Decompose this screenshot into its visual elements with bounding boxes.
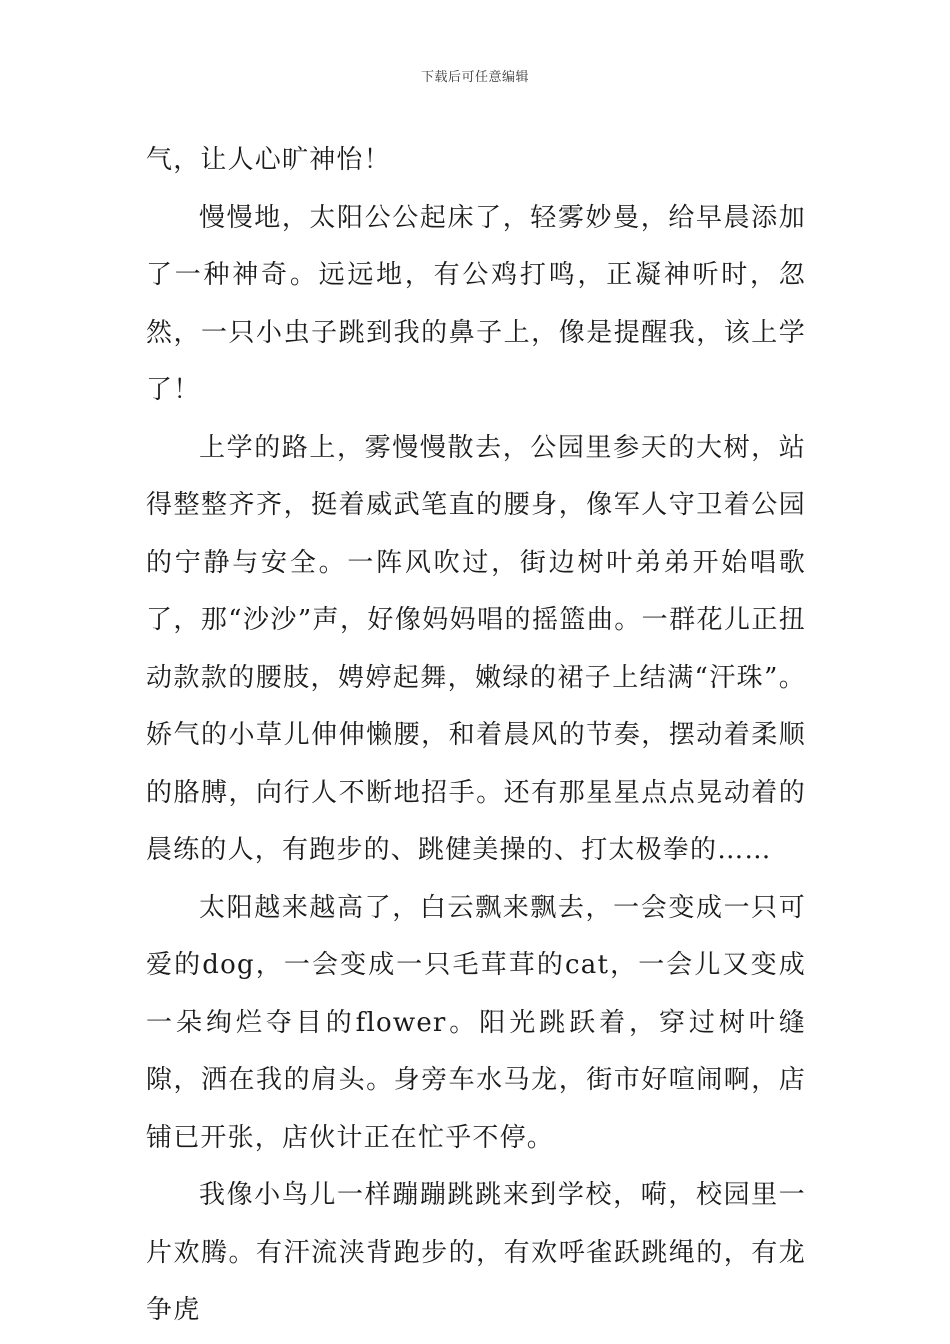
- paragraph-4: 太阳越来越高了，白云飘来飘去，一会变成一只可爱的dog，一会变成一只毛茸茸的cat，一会儿又变成一朵绚烂夺目的flower。阳光跳跃着，穿过树叶缝隙，洒在我的肩头。身旁车水马龙，街市好喧闹啊，店铺已开张，店伙计正在忙乎不停。: [146, 892, 806, 1153]
- paragraph-3: 上学的路上，雾慢慢散去，公园里参天的大树，站得整整齐齐，挺着威武笔直的腰身，像军人守卫着公园的宁静与安全。一阵风吹过，街边树叶弟弟开始唱歌了，那“沙沙”声，好像妈妈唱的摇篮曲。一群花儿正扭动款款的腰肢，娉婷起舞，嫩绿的裙子上结满“汗珠”。娇气的小草儿伸伸懒腰，和着晨风的节奏，摆动着柔顺的胳膊，向行人不断地招手。还有那星星点点晃动着的晨练的人，有跑步的、跳健美操的、打太极拳的……: [146, 432, 806, 865]
- paragraph-1: 气，让人心旷神怡！: [146, 145, 391, 175]
- page-header: 下载后可任意编辑: [420, 70, 529, 85]
- paragraph-5: 我像小鸟儿一样蹦蹦跳跳来到学校，嗬，校园里一片欢腾。有汗流浃背跑步的，有欢呼雀跃跳绳的，有龙争虎: [146, 1180, 806, 1325]
- paragraph-2: 慢慢地，太阳公公起床了，轻雾妙曼，给早晨添加了一种神奇。远远地，有公鸡打鸣，正凝神听时，忽然，一只小虫子跳到我的鼻子上，像是提醒我，该上学了！: [146, 202, 806, 405]
- body-text: [146, 132, 806, 1340]
